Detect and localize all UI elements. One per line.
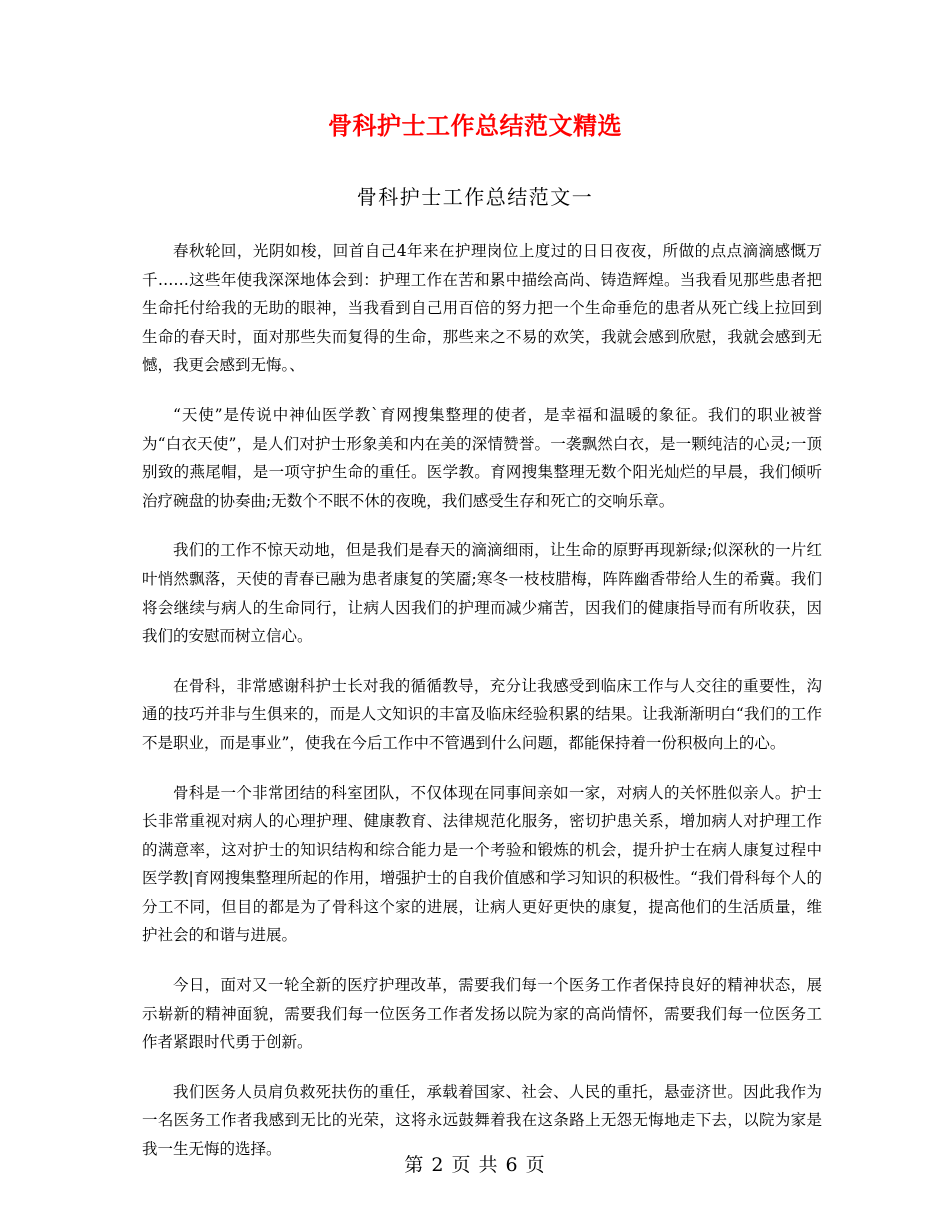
- paragraph: 骨科是一个非常团结的科室团队，不仅体现在同事间亲如一家，对病人的关怀胜似亲人。护士长非常重视对病人的心理护理、健康教育、法律规范化服务，密切护患关系，增加病人对护理工作的满意率，这对护士的知识结构和综合能力是一个考验和锻炼的机会，提升护士在病人康复过程中医学教|育网搜集整理所起的作用，增强护士的自我价值感和学习知识的积极性。“我们骨科每个人的分工不同，但目的都是为了骨科这个家的进展，让病人更好更快的康复，提高他们的生活质量，维护社会的和谐与进展。: [142, 783, 822, 945]
- paragraph: 我们的工作不惊天动地，但是我们是春天的滴滴细雨，让生命的原野再现新绿;似深秋的一片红叶悄然飘落，天使的青春已融为患者康复的笑靥;寒冬一枝枝腊梅，阵阵幽香带给人生的希冀。我们将会继续与病人的生命同行，让病人因我们的护理而减少痛苦，因我们的健康指导而有所收获，因我们的安慰而树立信心。: [142, 541, 822, 646]
- document-title: 骨科护士工作总结范文精选: [328, 112, 622, 140]
- paragraph: 我们医务人员肩负救死扶伤的重任，承载着国家、社会、人民的重托，悬壶济世。因此我作为一名医务工作者我感到无比的光荣，这将永远鼓舞着我在这条路上无怨无悔地走下去，以院为家是我一生无悔的选择。: [142, 1082, 822, 1159]
- paragraph: 春秋轮回，光阴如梭，回首自己4年来在护理岗位上度过的日日夜夜，所做的点点滴滴感慨万千……这些年使我深深地体会到：护理工作在苦和累中描绘高尚、铸造辉煌。当我看见那些患者把生命托付给我的无助的眼神，当我看到自己用百倍的努力把一个生命垂危的患者从死亡线上拉回到生命的春天时，面对那些失而复得的生命，那些来之不易的欢笑，我就会感到欣慰，我就会感到无憾，我更会感到无悔。、: [142, 242, 822, 375]
- document-body: [142, 237, 822, 1185]
- section-title: 骨科护士工作总结范文一: [356, 185, 594, 209]
- paragraph: “天使”是传说中神仙医学教`育网搜集整理的使者，是幸福和温暖的象征。我们的职业被誉为“白衣天使”，是人们对护士形象美和内在美的深情赞誉。一袭飘然白衣，是一颗纯洁的心灵;一顶别致的燕尾帽，是一项守护生命的重任。医学教。育网搜集整理无数个阳光灿烂的早晨，我们倾听治疗碗盘的协奏曲;无数个不眠不休的夜晚，我们感受生存和死亡的交响乐章。: [142, 405, 822, 510]
- page-number: 第 2 页 共 6 页: [404, 1154, 546, 1176]
- paragraph: 今日，面对又一轮全新的医疗护理改革，需要我们每一个医务工作者保持良好的精神状态，展示崭新的精神面貌，需要我们每一位医务工作者发扬以院为家的高尚情怀，需要我们每一位医务工作者紧跟时代勇于创新。: [142, 976, 822, 1052]
- paragraph: 在骨科，非常感谢科护士长对我的循循教导，充分让我感受到临床工作与人交往的重要性，沟通的技巧并非与生俱来的，而是人文知识的丰富及临床经验积累的结果。让我渐渐明白“我们的工作不是职业，而是事业”，使我在今后工作中不管遇到什么问题，都能保持着一份积极向上的心。: [142, 676, 822, 752]
